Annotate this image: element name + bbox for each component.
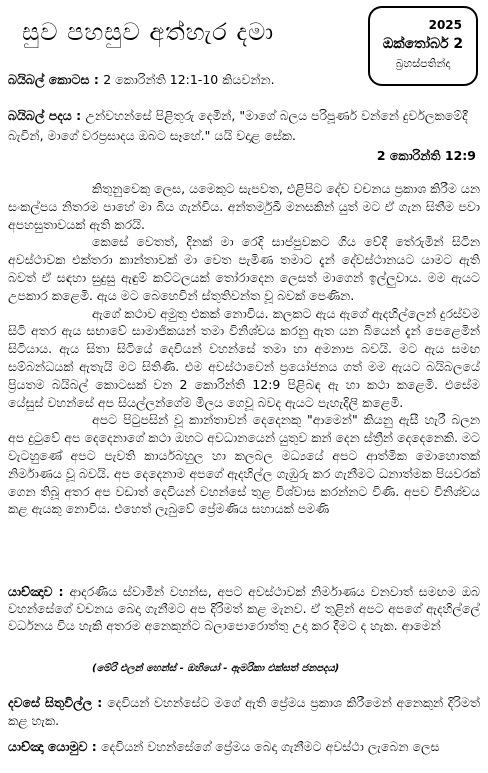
prayer-section: යාච්ඤාව : ආදරණීය ස්වාමීන් වහන්ස, අපට අවස්ථාවක් නිර්මාණය වනවාත් සමඟම ඔබ වහන්සේගේ වචනය බෙදා ගැනීමට අප දිරිමත් කළ මැනව. ඒ තුළින් අපට අපගේ ඇදහිල්ලේ වර්ධනය විය හැකි අතරම අනෙකුන්ට බලාපොරොත්තු උදා කර දීමට ද හැක. ආමෙන් xyxy=(8,584,480,633)
bible-verse-reference: 2 කොරින්ති 12:9 xyxy=(376,148,476,163)
bible-verse-label: බයිබල් පදය xyxy=(8,108,72,123)
story-body xyxy=(8,180,480,518)
author-source: (මේරි එලන් හෙන්ස් - ඔහියෝ - ඇමරිකා එක්සත් ජනපදය) xyxy=(92,663,340,674)
prayer-focus-label: යාච්ඤා යොමුව xyxy=(8,739,88,754)
thought-for-day: දවසේ සිතුවිල්ල : දෙවියන් වහන්සේට මගේ ඇති ප්‍රේමය ප්‍රකාශ කිරීමෙන් අනෙකුන් දිරිමත් කළ හැක. xyxy=(8,695,480,728)
bible-verse: බයිබල් පදය : උන්වහන්සේ පිළිතුරු දෙමින්, "මාගේ බලය පරිපූර්ණ වන්නේ දුර්වලකමේදී බැවින්, මාගේ වරප්‍රසාදය ඔබට සෑහේ." යයි වදාළ සේක. xyxy=(8,108,468,143)
bible-reading: බයිබල් කොටස : 2 කොරින්ති 12:1-10 කියවන්න. xyxy=(8,72,275,87)
thought-for-day-label: දවසේ සිතුවිල්ල xyxy=(8,695,93,710)
prayer-focus: යාච්ඤා යොමුව : දෙවියන් වහන්සේගේ ප්‍රේමය බෙදා ගැනීමට අවස්ථා ලැබෙන ලෙස xyxy=(8,739,440,754)
devotional-title: සුව පහසුව අත්හැර දමා xyxy=(22,18,275,46)
date-weekday: බ්‍රහස්පතින්දා xyxy=(395,57,451,70)
date-year: 2025 xyxy=(428,18,462,32)
date-day: ඔක්තෝබර් 2 xyxy=(382,36,464,52)
bible-reading-text: 2 කොරින්ති 12:1-10 කියවන්න. xyxy=(103,72,275,87)
bible-reading-label: බයිබල් කොටස xyxy=(8,72,90,87)
story-paragraph: කිතුනුවෙකු ලෙස, යමෙකුට සැපවත, එළිපිට දේව වචනය ප්‍රකාශ කිරීම යන සංකල්පය නිතරම පාහේ මා බිය ගැන්විය. අන්තර්මුඛී මනසකින් යුත් මට ඒ ගැන සිතීම පවා අපහසුතාවයක් ඇති කරයි. xyxy=(8,181,480,232)
prayer-text: ආදරණීය ස්වාමීන් වහන්ස, අපට අවස්ථාවක් නිර්මාණය වනවාත් සමඟම ඔබ වහන්සේගේ වචනය බෙදා ගැනීමට අප දිරිමත් කළ මැනව. ඒ තුළින් අපට අපගේ ඇදහිල්ලේ වර්ධනය විය හැකි අතරම අනෙකුන්ට බලාපොරොත්තු උදා කර දීමට ද හැක. ආමෙන් xyxy=(8,584,480,633)
story-paragraph: කෙසේ වෙතත්, දිනක් මා රෙදි සාප්පුවකට ගිය වේදී තේරුමින් සිටින අවස්ථාවක එක්තරා කාන්තාවක් මා වෙත පැමිණ තමාට දැන් දේවස්ථානයට යාමට ඇති බවත් ඒ සඳහා සුදුසු ඇඳුම් කට්ටලයක් තෝරාදෙන ලෙසත් මාගෙන් ඉල්ලුවාය. මම ඇයට උපකාර කළෙමි. ඇය මට බෙහෙවින් ස්තුතිවන්ත වූ බවක් පෙණින. xyxy=(8,234,480,303)
story-paragraph: අපට පිටුපසින් වූ කාන්තාවන් දෙදෙනකු "ආමෙන්" කියනු ඇසී හැරී බලන අප දුටුවේ අප දෙදෙනාගේ කථා ඔහට අවධානයෙන් යුතුව කන් දෙන ස්ත්‍රීන් දෙදෙනෙකි. මට වැටහුණේ අපට පැවති කාර්යබහුල හා කලබල මධ්‍යයේ අපට ආත්මික මොහොතක් නිර්මාණය වූ බවයි. අප දෙදෙනාම අපගේ ඇදහිල්ල ගැඹුරු කර ගැනීමට ධනාත්මක පියවරක් ගෙන තිබූ අතර අප වඩාත් දෙවියන් වහන්සේ තුළ විශ්වාස කරන්නට විණි. අපව විනිශ්චය කළ ඇයකු නොවිය. එහෙත් ලැබුවේ ප්‍රේමණිය සහායක් පමණි xyxy=(8,412,480,517)
story-paragraph: ඇගේ කථාව අමුතු එකක් නොවිය. කලකට ඇය ඇගේ ඇදහිල්ලෙන් දුරස්වම සිටි අතර ඇය සභාවේ සාමාජිකයන් තමා විනිශ්චය කරනු ඇත යන බියෙන් දැන් පෙළෙමින් සිටියාය. ඇය සිතා සිටියේ දෙවියන් වහන්සේ තමා හා අමනාප බවයි. මට ඇය සමඟ සම්බන්ධයක් ඇතැයි මට සිතිණි. එම අවස්ථාවෙන් ප්‍රයෝජනය ගත් මම ඇයට බයිබලයේ ප්‍රියතම බයිබල් කොටසක් වන 2 කොරින්ති 12:9 පිළිබඳ ඇ හා කථා කළෙමි. එසේම යේසුස් වහන්සේ අප සියල්ලන්ගේම මිලය ගෙවූ බවද ඇයට පැහැදිලි කළෙමි. xyxy=(8,305,480,410)
bible-verse-text: උන්වහන්සේ පිළිතුරු දෙමින්, "මාගේ බලය පරිපූර්ණ වන්නේ දුර්වලකමේදී බැවින්, මාගේ වරප්‍රසාදය ඔබට සෑහේ." යයි වදාළ සේක. xyxy=(8,108,468,143)
prayer-label: යාච්ඤාව xyxy=(8,584,53,599)
thought-for-day-text: දෙවියන් වහන්සේට මගේ ඇති ප්‍රේමය ප්‍රකාශ කිරීමෙන් අනෙකුන් දිරිමත් කළ හැක. xyxy=(8,695,480,728)
prayer-focus-text: දෙවියන් වහන්සේගේ ප්‍රේමය බෙදා ගැනීමට අවස්ථා ලැබෙන ලෙස xyxy=(101,739,440,754)
